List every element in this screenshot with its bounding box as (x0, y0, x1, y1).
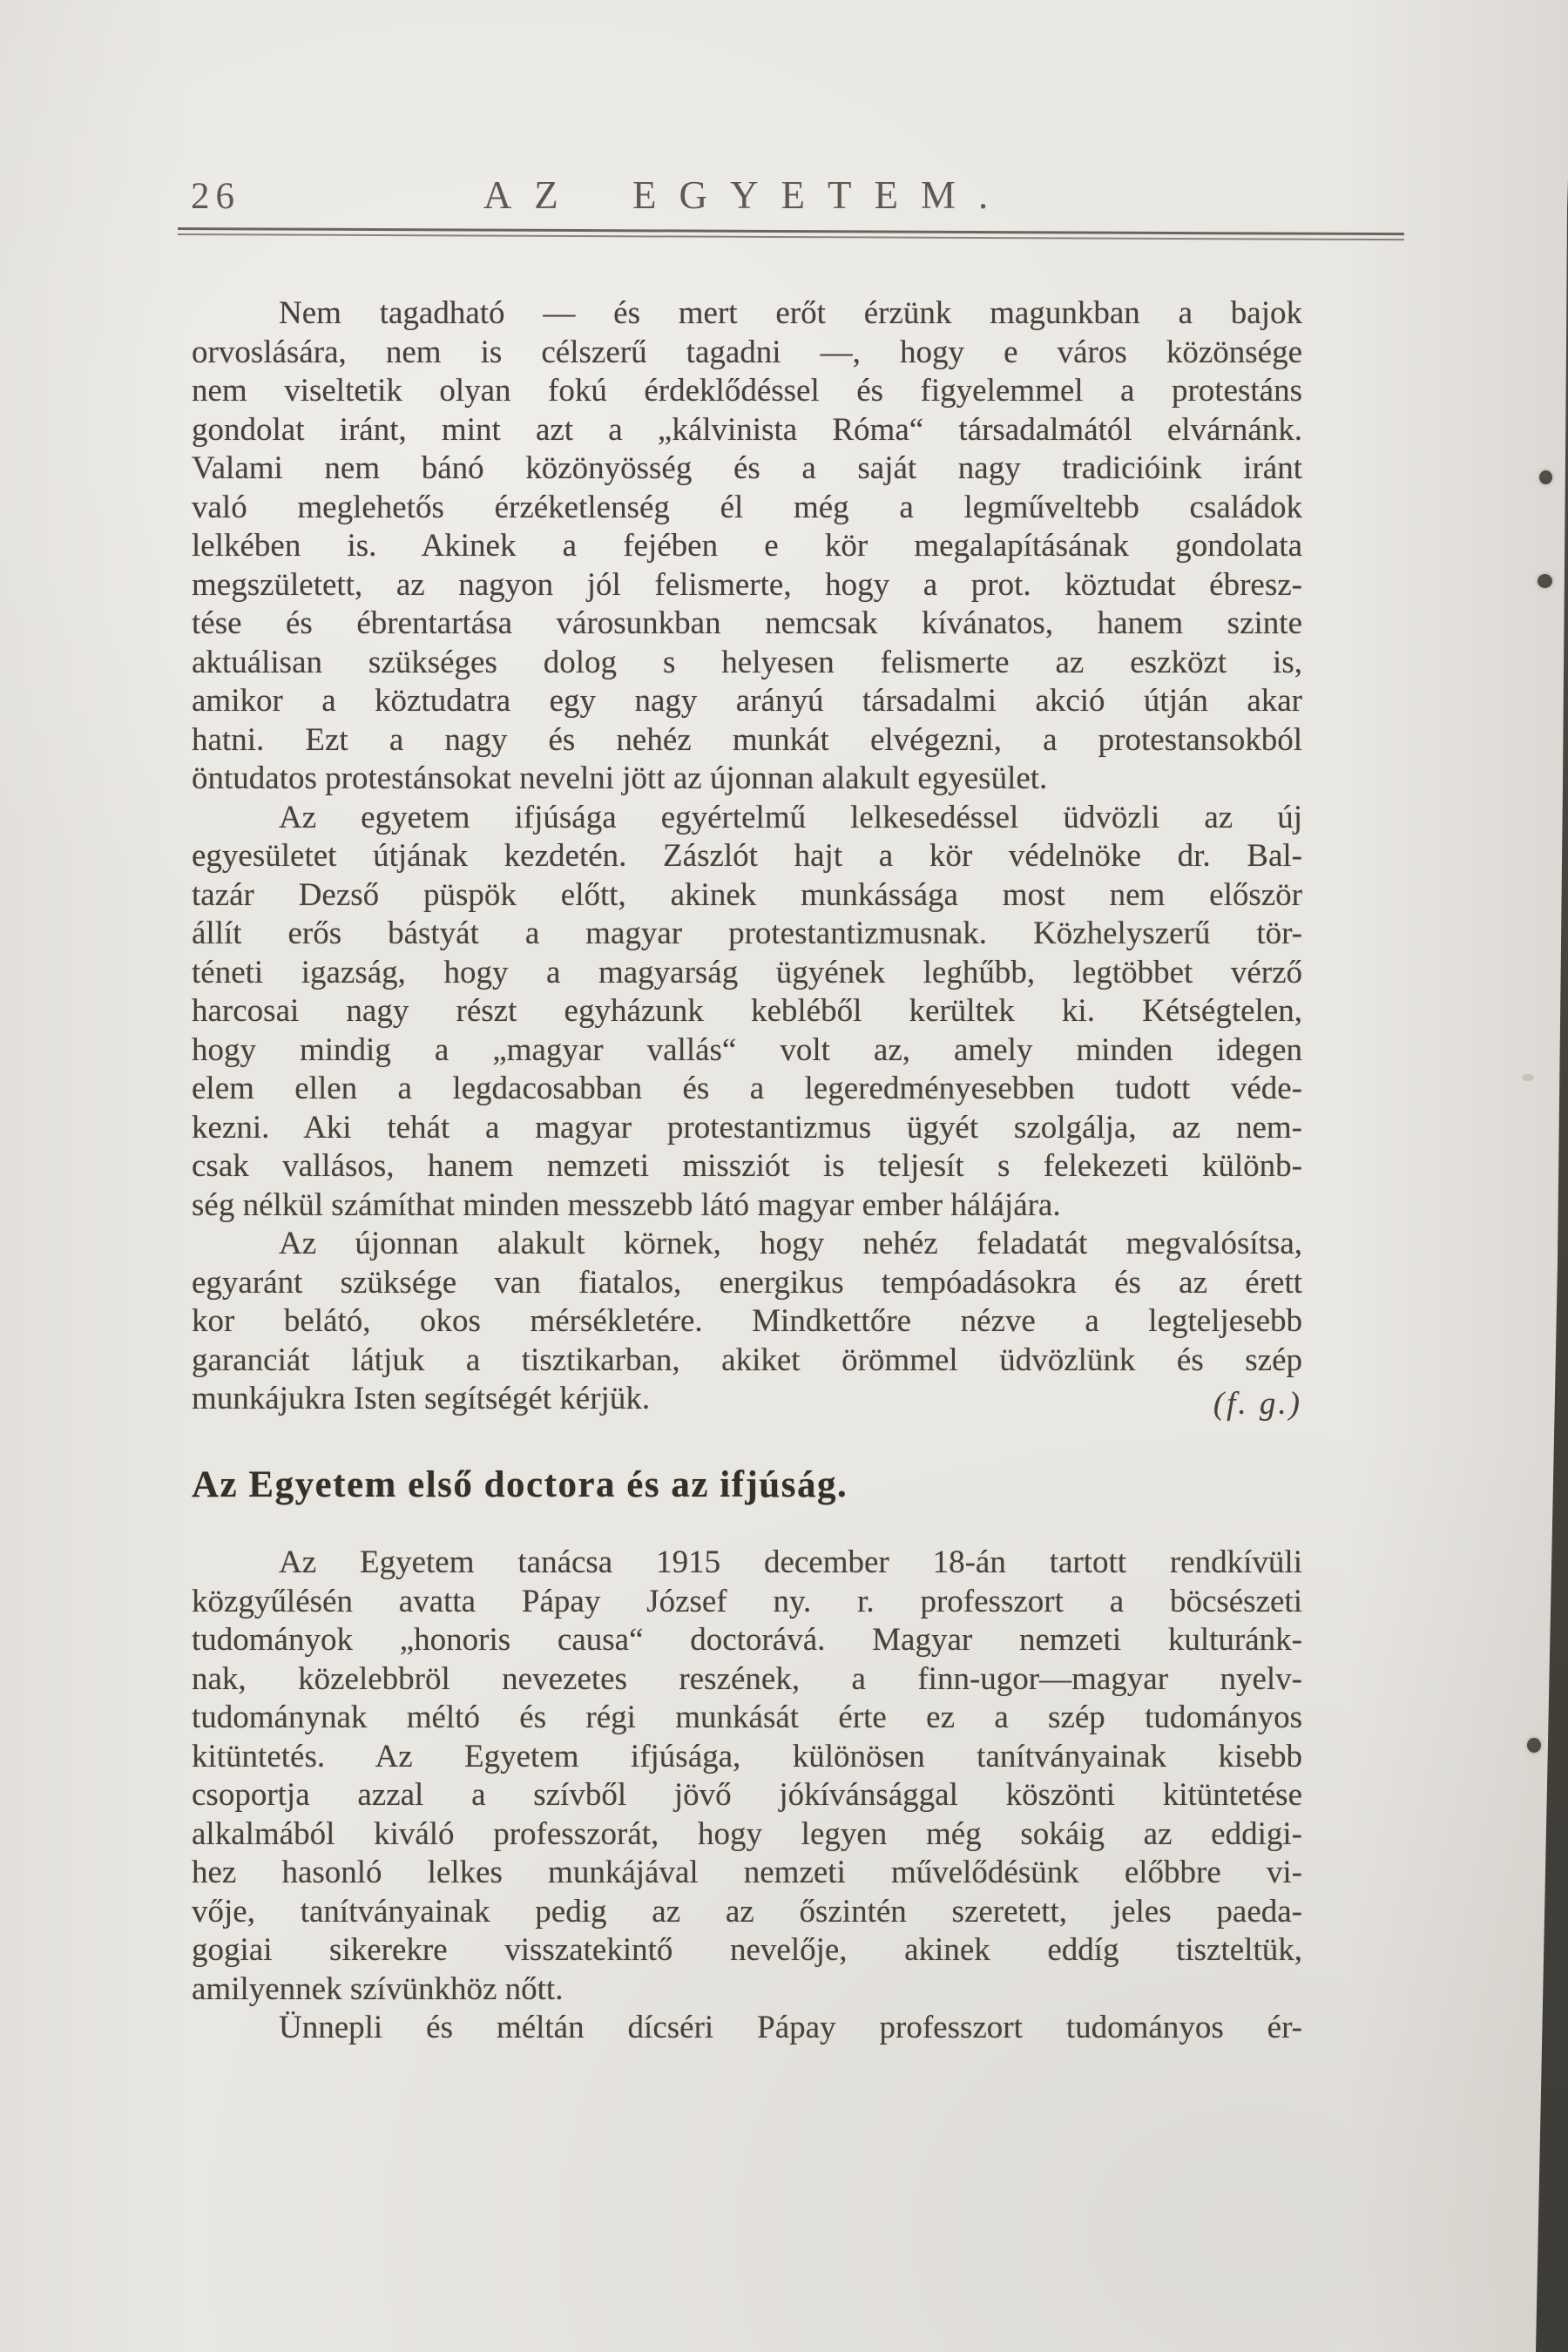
text-line: lelkében is. Akinek a fejében e kör megalapításának gondolata (192, 528, 1302, 564)
text-line: Valami nem bánó közönyösség és a saját nagy tradicióink iránt (192, 450, 1302, 486)
text-line: Az egyetem ifjúsága egyértelmű lelkesedéssel üdvözli az új (279, 799, 1302, 835)
text-line: téneti igazság, hogy a magyarság ügyének leghűbb, legtöbbet vérző (192, 954, 1302, 990)
text-line: munkájukra Isten segítségét kérjük. (f. g.) (192, 1380, 1302, 1419)
author-initials: (f. g.) (1213, 1386, 1302, 1422)
text-line: való meglehetős érzéketlenség él még a legműveltebb családok (192, 489, 1302, 525)
text-line: öntudatos protestánsokat nevelni jött az újonnan alakult egyesület. (192, 760, 1048, 796)
running-title: AZ EGYETEM. (483, 173, 1011, 217)
text-line: tudományok „honoris causa“ doctorává. Magyar nemzeti kulturánk- (192, 1622, 1302, 1658)
text-line: állít erős bástyát a magyar protestantizmusnak. Közhelyszerű tör- (192, 916, 1302, 951)
article-body-first (192, 294, 1302, 1422)
text-line: hez hasonló lelkes munkájával nemzeti művelődésünk előbbre vi- (192, 1855, 1302, 1890)
text-line: egyesületet útjának kezdetén. Zászlót hajt a kör védelnöke dr. Bal- (192, 838, 1302, 874)
text-line: ség nélkül számíthat minden messzebb látó magyar ember hálájára. (192, 1186, 1061, 1223)
text-line: közgyűlésén avatta Pápay József ny. r. professzort a böcsészeti (192, 1583, 1302, 1619)
text-line: tése és ébrentartása városunkban nemcsak kívánatos, hanem szinte (192, 605, 1302, 641)
paper-smudge (1522, 1074, 1534, 1081)
text-line: alkalmából kiváló professzorát, hogy legyen még sokáig az eddigi- (192, 1815, 1302, 1852)
text-line: harcosai nagy részt egyházunk kebléből kerültek ki. Kétségtelen, (192, 993, 1302, 1029)
ink-speck (1539, 470, 1552, 484)
text-line: csoportja azzal a szívből jövő jókívánsággal köszönti kitüntetése (192, 1777, 1302, 1813)
text-line: vője, tanítványainak pedig az az őszintén szeretett, jeles paeda- (192, 1893, 1302, 1930)
text-line: Az újonnan alakult körnek, hogy nehéz feladatát megvalósítsa, (279, 1226, 1302, 1261)
text-line: gogiai sikerekre visszatekintő nevelője, akinek eddíg tiszteltük, (192, 1932, 1302, 1968)
paragraph (192, 799, 1302, 1226)
text-line: nem viseltetik olyan fokú érdeklődéssel és figyelemmel a protestáns (192, 373, 1302, 409)
text-line: hatni. Ezt a nagy és nehéz munkát elvégezni, a protestansokból (192, 721, 1302, 758)
text-line: orvoslására, nem is célszerű tagadni —, hogy e város közönsége (192, 334, 1302, 370)
text-line: hogy mindig a „magyar vallás“ volt az, amely minden idegen (192, 1031, 1302, 1068)
text-line: amilyennek szívünkhöz nőtt. (192, 1970, 564, 2007)
text-line: nak, közelebbröl nevezetes reszének, a finn-ugor—magyar nyelv- (192, 1660, 1302, 1697)
article-body-second (192, 1544, 1302, 2048)
text-line: kitüntetés. Az Egyetem ifjúsága, különösen tanítványainak kisebb (192, 1738, 1302, 1774)
text-line: Nem tagadható — és mert erőt érzünk magunkban a bajok (279, 295, 1302, 331)
section-heading: Az Egyetem első doctora és az ifjúság. (192, 1464, 848, 1505)
text-line: megszületett, az nagyon jól felismerte, hogy a prot. köztudat ébresz- (192, 566, 1302, 603)
page-number: 26 (191, 176, 240, 217)
text-line: tudománynak méltó és régi munkását érte ez a szép tudományos (192, 1700, 1302, 1735)
text-line: egyaránt szüksége van fiatalos, energikus tempóadásokra és az érett (192, 1264, 1302, 1301)
text-line: tazár Dezső püspök előtt, akinek munkássága most nem először (192, 876, 1302, 913)
text-line: elem ellen a legdacosabban és a legeredményesebben tudott véde- (192, 1071, 1302, 1106)
paragraph (192, 2009, 1302, 2048)
paragraph (192, 1225, 1302, 1422)
header-double-rule (178, 227, 1404, 240)
text-line: amikor a köztudatra egy nagy arányú társadalmi akció útján akar (192, 683, 1302, 719)
text-line: kor belátó, okos mérsékletére. Mindkettőre nézve a legteljesebb (192, 1303, 1302, 1339)
paragraph (192, 294, 1302, 799)
text-line: aktuálisan szükséges dolog s helyesen felismerte az eszközt is, (192, 644, 1302, 680)
paragraph (192, 1544, 1302, 2009)
text-line: gondolat iránt, mint azt a „kálvinista Róma“ társadalmától elvárnánk. (192, 411, 1302, 448)
text-line: Ünnepli és méltán dícséri Pápay professzort tudományos ér- (279, 2010, 1302, 2045)
text-line: garanciát látjuk a tisztikarban, akiket örömmel üdvözlünk és szép (192, 1342, 1302, 1378)
text-line: csak vallásos, hanem nemzeti missziót is teljesít s felekezeti különb- (192, 1148, 1302, 1184)
ink-speck (1538, 574, 1552, 588)
text-line: Az Egyetem tanácsa 1915 december 18-án tartott rendkívüli (279, 1544, 1302, 1580)
ink-speck (1527, 1738, 1541, 1753)
text-line: kezni. Aki tehát a magyar protestantizmus ügyét szolgálja, az nem- (192, 1109, 1302, 1146)
